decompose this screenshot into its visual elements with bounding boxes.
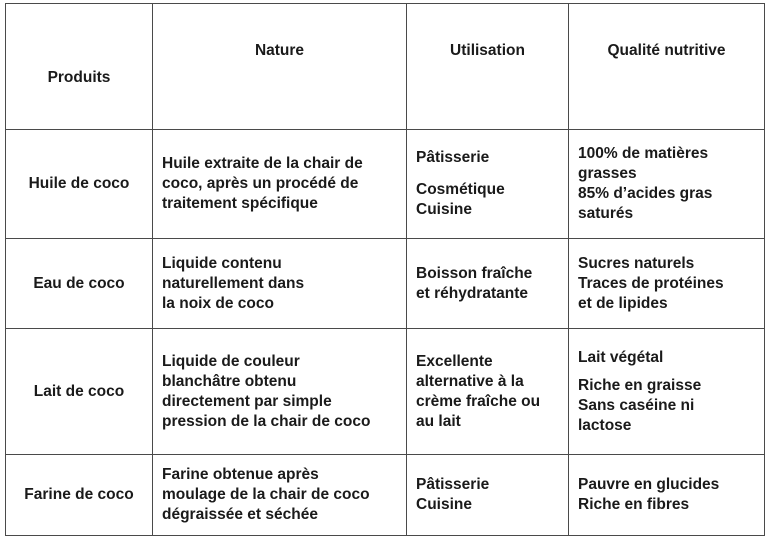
nature-cell — [153, 130, 407, 239]
header-utilisation: Utilisation — [407, 4, 569, 130]
qualite-line: Lait végétal — [578, 348, 664, 366]
nature-line: dégraissée et séchée — [162, 506, 318, 523]
utilisation-cell — [407, 130, 569, 239]
qualite-line: Riche en graisse — [578, 376, 702, 394]
header-produits: Produits — [6, 4, 153, 130]
nature-line: pression de la chair de coco — [162, 412, 371, 430]
utilisation-line: Cuisine — [416, 201, 472, 218]
nature-cell — [153, 239, 407, 329]
table-header-row — [6, 4, 765, 130]
utilisation-line: Pâtisserie — [416, 476, 490, 493]
table-row — [6, 130, 765, 239]
nature-line: la noix de coco — [162, 294, 274, 312]
coconut-products-table — [5, 3, 765, 536]
utilisation-line: Boisson fraîche — [416, 264, 533, 282]
utilisation-line: Excellente — [416, 352, 493, 370]
nature-line: moulage de la chair de coco — [162, 486, 370, 503]
utilisation-line: crème fraîche ou — [416, 392, 541, 410]
utilisation-line: alternative à la — [416, 372, 524, 390]
qualite-cell — [569, 455, 765, 536]
qualite-line: 100% de matières — [578, 145, 709, 162]
product-name: Huile de coco — [6, 130, 153, 239]
product-name: Lait de coco — [6, 329, 153, 455]
line-gap — [416, 168, 562, 180]
qualite-line: Sucres naturels — [578, 254, 695, 272]
table-row — [6, 455, 765, 536]
nature-line: blanchâtre obtenu — [162, 372, 297, 390]
nature-cell — [153, 455, 407, 536]
qualite-line: et de lipides — [578, 294, 668, 312]
qualite-cell — [569, 130, 765, 239]
nature-line: traitement spécifique — [162, 195, 318, 212]
utilisation-cell — [407, 329, 569, 455]
nature-line: Liquide contenu — [162, 254, 282, 272]
utilisation-line: au lait — [416, 412, 461, 430]
nature-line: coco, après un procédé de — [162, 175, 359, 192]
qualite-line: Pauvre en glucides — [578, 476, 720, 493]
nature-line: Farine obtenue après — [162, 466, 319, 483]
qualite-line: Sans caséine ni — [578, 396, 695, 414]
utilisation-line: Pâtisserie — [416, 149, 490, 166]
header-qualite-nutritive: Qualité nutritive — [569, 4, 765, 130]
table-row — [6, 329, 765, 455]
nature-line: Huile extraite de la chair de — [162, 155, 363, 172]
line-gap — [578, 368, 758, 376]
qualite-line: lactose — [578, 416, 632, 434]
nature-line: Liquide de couleur — [162, 352, 300, 370]
qualite-line: Traces de protéines — [578, 274, 724, 292]
qualite-line: grasses — [578, 165, 637, 182]
utilisation-cell — [407, 455, 569, 536]
product-name: Farine de coco — [6, 455, 153, 536]
utilisation-line: et réhydratante — [416, 284, 528, 302]
header-nature: Nature — [153, 4, 407, 130]
nature-cell — [153, 329, 407, 455]
qualite-cell — [569, 329, 765, 455]
utilisation-line: Cosmétique — [416, 181, 505, 198]
nature-line: naturellement dans — [162, 274, 305, 292]
utilisation-line: Cuisine — [416, 496, 472, 513]
qualite-line: Riche en fibres — [578, 496, 690, 513]
qualite-line: saturés — [578, 205, 634, 222]
qualite-line: 85% d’acides gras — [578, 185, 713, 202]
table-row — [6, 239, 765, 329]
utilisation-cell — [407, 239, 569, 329]
qualite-cell — [569, 239, 765, 329]
nature-line: directement par simple — [162, 392, 332, 410]
product-name: Eau de coco — [6, 239, 153, 329]
